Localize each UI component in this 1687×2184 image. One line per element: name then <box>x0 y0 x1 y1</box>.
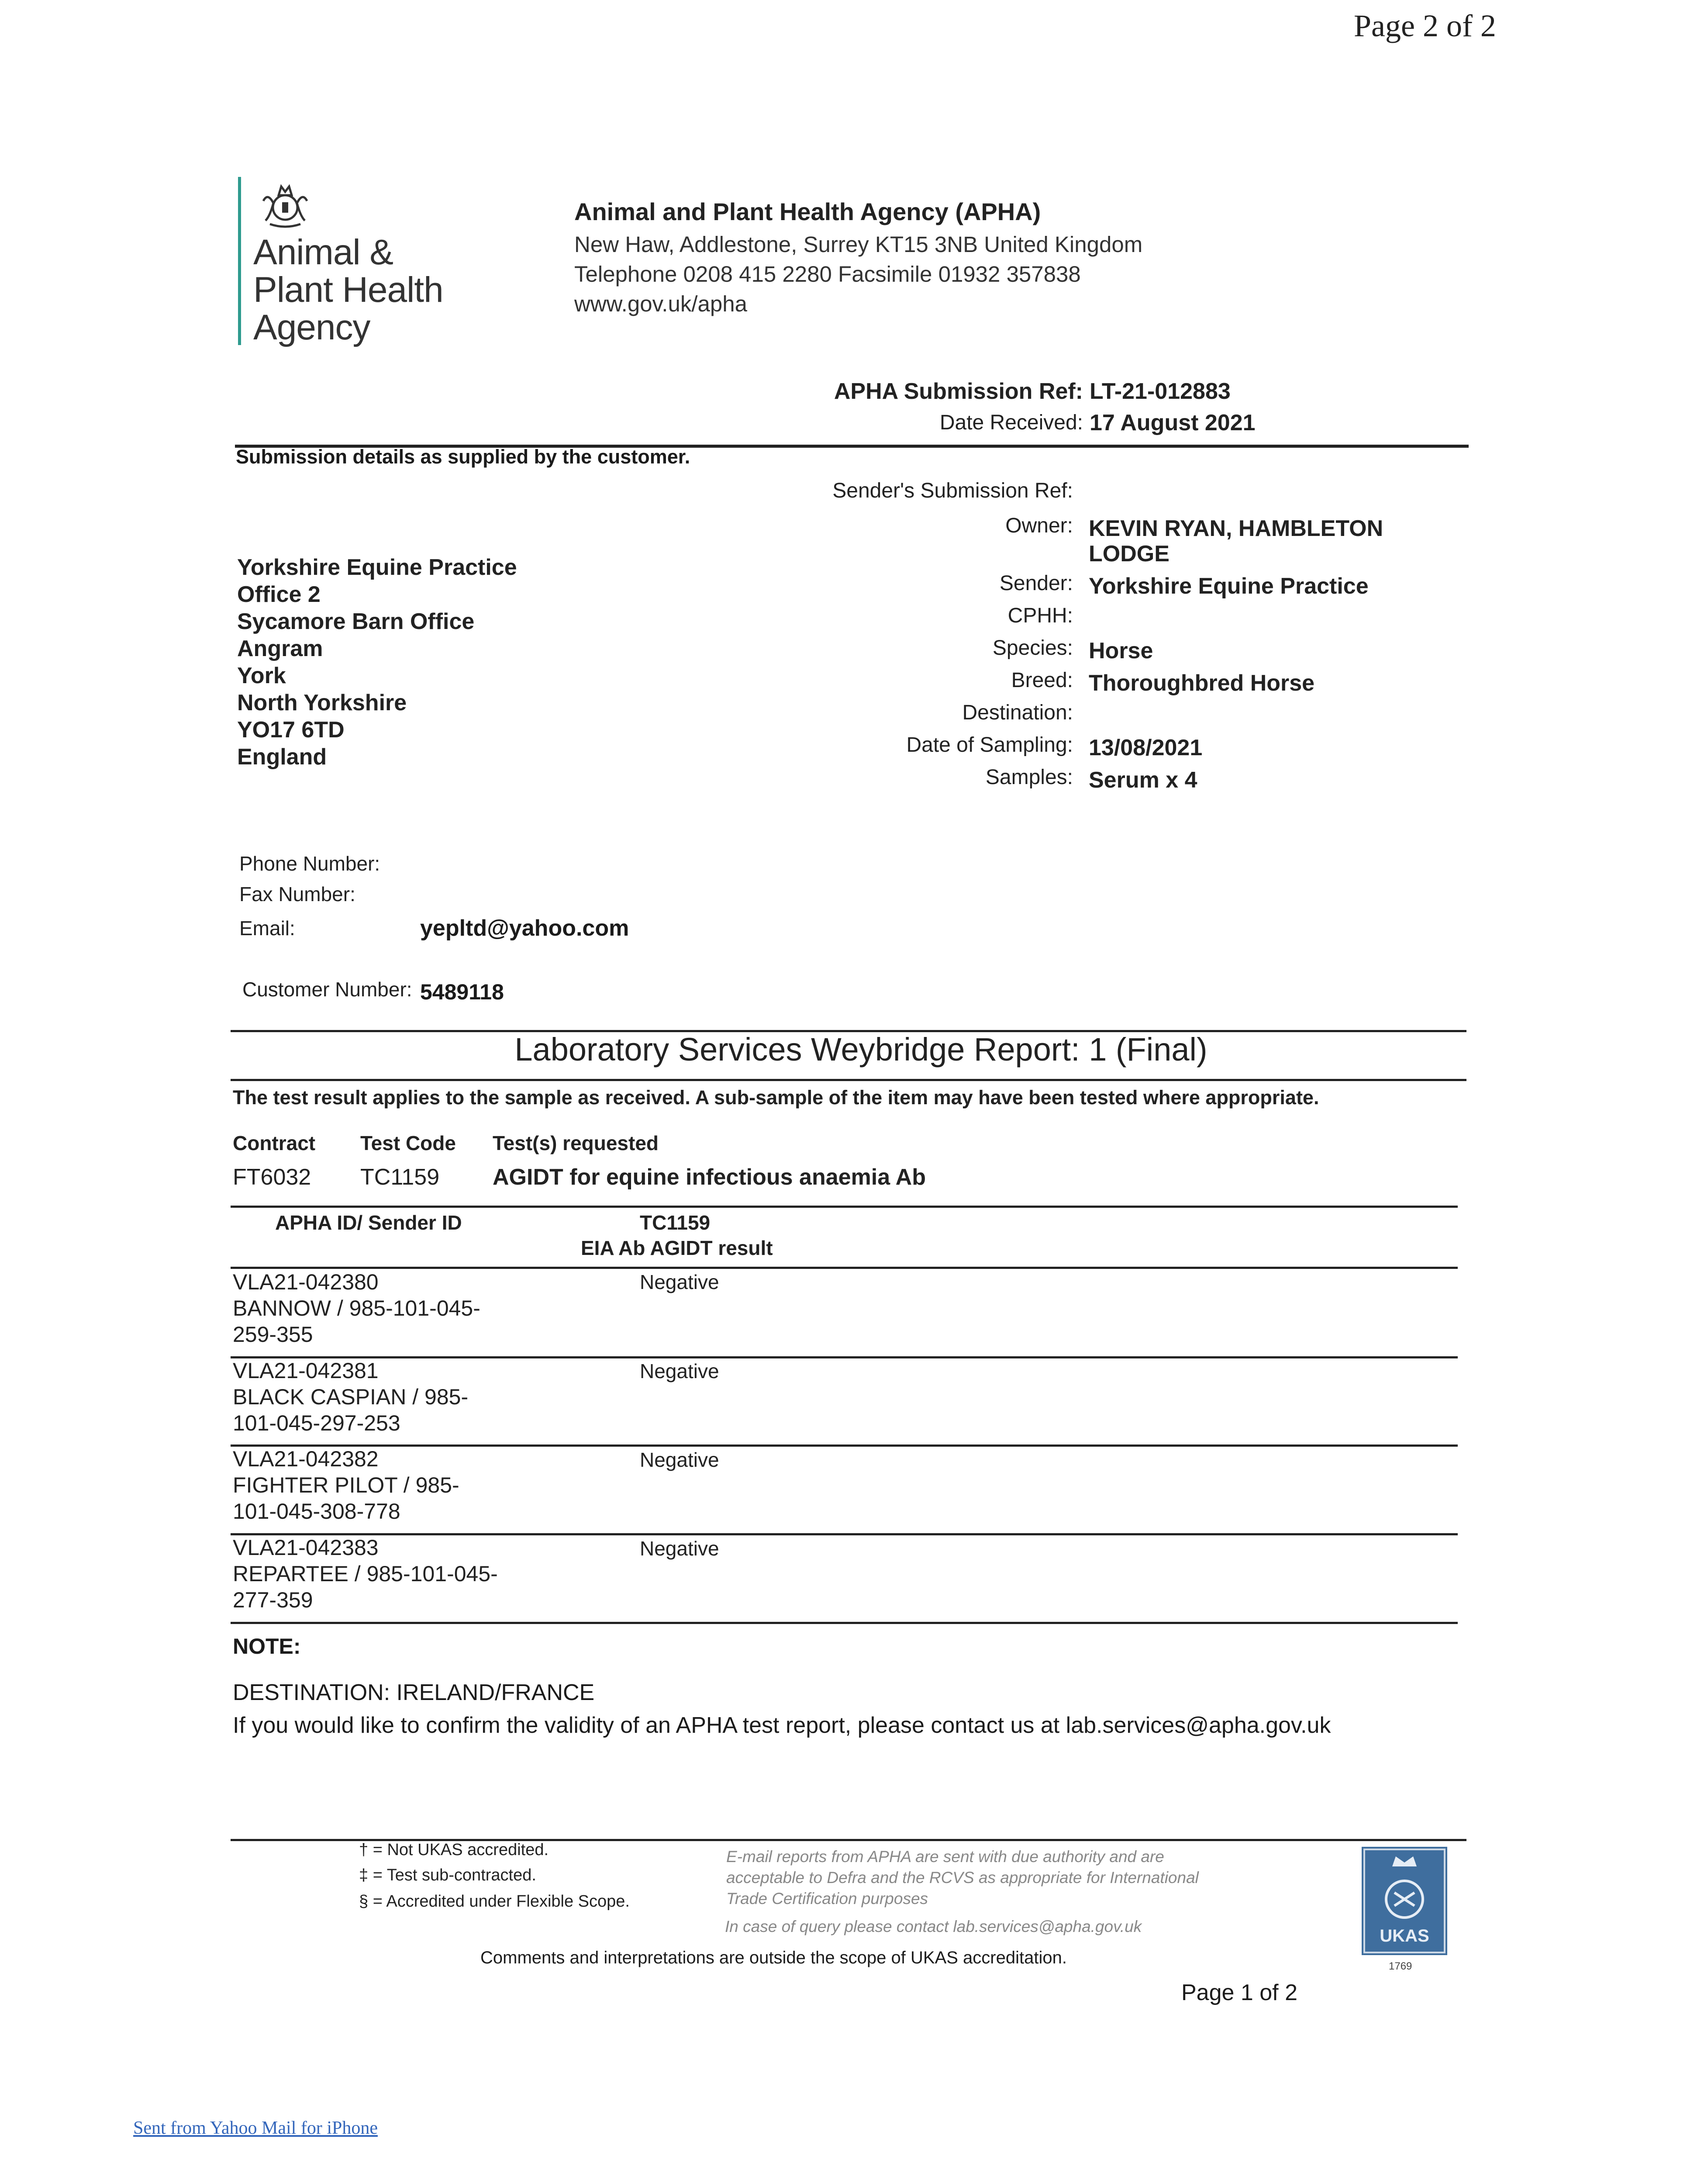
result-value: Negative <box>640 1537 719 1560</box>
agency-address: New Haw, Addlestone, Surrey KT15 3NB United Kingdom <box>574 232 1143 257</box>
sender-id: 101-045-308-778 <box>233 1499 400 1524</box>
apha-id: VLA21-042380 <box>233 1270 379 1294</box>
sender-id: BLACK CASPIAN / 985- <box>233 1385 469 1409</box>
result-value: Negative <box>640 1448 719 1471</box>
sampling-date-value: 13/08/2021 <box>1089 735 1203 760</box>
legend-not-accredited: † = Not UKAS accredited. <box>359 1841 549 1859</box>
table-row <box>233 1269 538 1348</box>
email-authority-note: E-mail reports from APHA are sent with due authority and are <box>726 1848 1164 1866</box>
sender-id: 101-045-297-253 <box>233 1411 400 1435</box>
samples-label: Samples: <box>985 766 1073 789</box>
owner-label: Owner: <box>1005 514 1073 537</box>
owner-value-line2: LODGE <box>1089 541 1170 567</box>
agency-name: Animal and Plant Health Agency (APHA) <box>574 198 1041 225</box>
contract-value: FT6032 <box>233 1165 311 1190</box>
address-line: England <box>237 744 327 770</box>
table-row <box>233 1358 538 1436</box>
test-code-value: TC1159 <box>360 1165 440 1190</box>
sender-ref-label: Sender's Submission Ref: <box>832 479 1073 502</box>
ukas-logo-icon <box>1362 1847 1447 1955</box>
address-line: Angram <box>237 636 323 661</box>
agency-logo-text <box>253 234 443 346</box>
sampling-date-label: Date of Sampling: <box>906 733 1073 757</box>
address-line: Sycamore Barn Office <box>237 609 475 634</box>
report-title: Laboratory Services Weybridge Report: 1 (Final) <box>514 1031 1207 1068</box>
customer-number-label: Customer Number: <box>242 978 412 1001</box>
apha-id: VLA21-042382 <box>233 1447 379 1471</box>
samples-value: Serum x 4 <box>1089 767 1197 793</box>
address-line: North Yorkshire <box>237 690 407 715</box>
sender-id: BANNOW / 985-101-045- <box>233 1296 480 1320</box>
destination-note: DESTINATION: IRELAND/FRANCE <box>233 1680 595 1705</box>
date-received-value: 17 August 2021 <box>1090 410 1256 435</box>
result-header-code: TC1159 <box>640 1211 711 1234</box>
submission-ref-label: APHA Submission Ref: <box>834 379 1083 404</box>
breed-label: Breed: <box>1011 669 1073 692</box>
supplied-note: Submission details as supplied by the customer. <box>236 446 690 468</box>
email-authority-note: Trade Certification purposes <box>726 1890 928 1908</box>
ukas-number: 1769 <box>1389 1960 1412 1972</box>
query-note: In case of query please contact lab.services@apha.gov.uk <box>725 1918 1142 1935</box>
logo-bar <box>238 177 241 345</box>
table-row <box>233 1534 538 1613</box>
result-header-name: EIA Ab AGIDT result <box>581 1237 773 1259</box>
address-line: Office 2 <box>237 582 321 607</box>
date-received-label: Date Received: <box>939 411 1083 434</box>
species-label: Species: <box>992 636 1073 660</box>
destination-label: Destination: <box>962 701 1073 724</box>
sender-id: 277-359 <box>233 1588 313 1612</box>
test-applies-note: The test result applies to the sample as received. A sub-sample of the item may have been tested where appropriate. <box>233 1086 1319 1109</box>
owner-value-line1: KEVIN RYAN, HAMBLETON <box>1089 516 1383 541</box>
yahoo-mail-link[interactable]: Sent from Yahoo Mail for iPhone <box>133 2118 378 2138</box>
table-row <box>233 1446 538 1524</box>
ukas-text: UKAS <box>1380 1926 1429 1946</box>
divider <box>231 1622 1458 1624</box>
sender-id: 259-355 <box>233 1322 313 1347</box>
address-line: YO17 6TD <box>237 717 345 743</box>
agency-website: www.gov.uk/apha <box>574 291 747 316</box>
logo-line: Agency <box>253 308 370 347</box>
logo-line: Plant Health <box>253 270 443 310</box>
result-value: Negative <box>640 1360 719 1382</box>
breed-value: Thoroughbred Horse <box>1089 670 1315 696</box>
sender-value: Yorkshire Equine Practice <box>1089 574 1369 599</box>
tests-requested-header: Test(s) requested <box>493 1132 659 1154</box>
email-authority-note: acceptable to Defra and the RCVS as appropriate for International <box>726 1869 1199 1887</box>
apha-id-header: APHA ID/ Sender ID <box>275 1211 462 1234</box>
email-label: Email: <box>239 917 295 940</box>
ukas-comments-note: Comments and interpretations are outside the scope of UKAS accreditation. <box>480 1948 1067 1967</box>
legend-flexible-scope: § = Accredited under Flexible Scope. <box>359 1892 630 1911</box>
test-name-value: AGIDT for equine infectious anaemia Ab <box>493 1165 926 1190</box>
customer-number-value: 5489118 <box>420 980 504 1004</box>
divider <box>231 1079 1466 1081</box>
fax-label: Fax Number: <box>239 883 355 905</box>
royal-crest-icon <box>252 177 318 229</box>
divider <box>231 1206 1458 1208</box>
note-label: NOTE: <box>233 1634 301 1659</box>
submission-ref-value: LT-21-012883 <box>1090 379 1231 404</box>
contract-header: Contract <box>233 1132 316 1154</box>
address-line: Yorkshire Equine Practice <box>237 555 517 580</box>
logo-line: Animal & <box>253 232 393 272</box>
agency-phone: Telephone 0208 415 2280 Facsimile 01932 357838 <box>574 262 1081 287</box>
email-value: yepltd@yahoo.com <box>420 916 629 941</box>
sender-label: Sender: <box>999 572 1073 595</box>
result-value: Negative <box>640 1271 719 1293</box>
cphh-label: CPHH: <box>1007 604 1073 627</box>
sender-id: REPARTEE / 985-101-045- <box>233 1562 498 1586</box>
validity-note: If you would like to confirm the validity of an APHA test report, please contact us at lab.services@apha.gov.uk <box>233 1713 1331 1738</box>
apha-id: VLA21-042383 <box>233 1535 379 1560</box>
species-value: Horse <box>1089 638 1153 663</box>
address-line: York <box>237 663 286 688</box>
test-code-header: Test Code <box>360 1132 456 1154</box>
page-number: Page 1 of 2 <box>1181 1980 1297 2005</box>
customer-address <box>237 554 517 771</box>
phone-label: Phone Number: <box>239 852 380 875</box>
sender-id: FIGHTER PILOT / 985- <box>233 1473 459 1497</box>
legend-subcontracted: ‡ = Test sub-contracted. <box>359 1866 536 1884</box>
page-number-corner: Page 2 of 2 <box>1354 8 1496 43</box>
apha-id: VLA21-042381 <box>233 1358 379 1383</box>
